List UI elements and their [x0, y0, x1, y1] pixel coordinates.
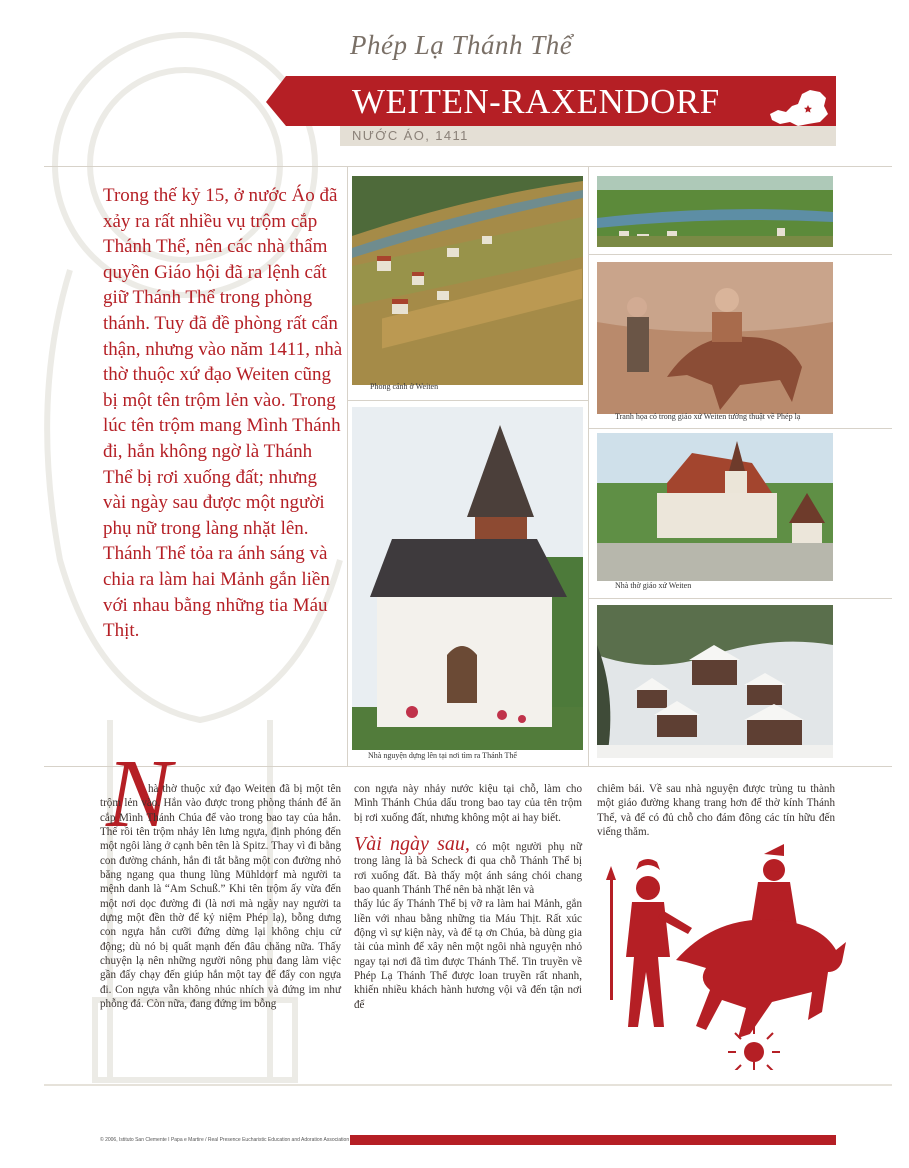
body-paragraph-3: chiêm bái. Về sau nhà nguyện được trùng tu thành một giáo đường khang trang hơn để thờ kính Thánh Thể, và để có đủ chỗ cho đám đông các tín hữu đến viếng thăm. — [597, 783, 835, 839]
lead-in-phrase: Vài ngày sau, — [354, 833, 470, 856]
body-column-3 — [597, 782, 835, 839]
rule-photo-3 — [588, 428, 892, 429]
banner-fold — [266, 76, 286, 126]
aerial-photo — [352, 176, 583, 385]
rule-vertical-1 — [347, 166, 348, 766]
body-paragraph-2b-text: có một người phụ nữ trong làng là bà Scheck đi qua chỗ Thánh Thể bị rơi xuống đất. Bà thấy một ánh sáng chói chang bao quanh Thánh Thể nên bà nhặt lên và — [354, 841, 582, 897]
drop-cap: N — [106, 740, 172, 848]
winter-village-photo — [597, 605, 833, 758]
copyright-notice: © 2006, Istituto San Clemente I Papa e Martire / Real Presence Eucharistic Education and Adoration Association — [100, 1137, 350, 1143]
body-paragraph-2b — [354, 833, 582, 897]
body-paragraph-2c: thấy lúc ấy Thánh Thể bị vỡ ra làm hai Mảnh, gắn liền với nhau bằng những tia Máu Thịt. Rất xúc động vì sự kiện này, và để tạ ơn Chúa, bà dùng gia tài của mình để xây nên một ngôi nhà nguyện nhỏ ngay tại nơi đã tìm được Thánh Thể. Tin truyền về Phép Lạ Thánh Thể được loan truyền rất nhanh, khiến nhiều khách hành hương vội vã đến tận nơi để — [354, 898, 582, 1011]
rule-photo-2 — [588, 254, 892, 255]
rule-photo-4 — [588, 598, 892, 599]
painting-photo — [597, 262, 833, 414]
body-column-1 — [100, 782, 341, 1012]
body-paragraph-1: hà thờ thuộc xứ đạo Weiten đã bị một tên trộm lẻn vào. Hắn vào được trong phòng thánh để ăn cắp Mình Thánh Chúa để vào trong bao tay của hắn. Thế rồi tên trộm nhảy lên lưng ngựa, định phóng đến một ngôi làng ở cạnh bên tên là Spitz. Thay vì đi bằng con đường chánh, hắn đi tắt bằng một con đường nhỏ băng ngang qua thung lũng Mühldorf mà người ta mệnh danh là “Am Schuß.” Khi tên trộm ấy vừa đến một nơi dọc đường đi (là nơi mà ngày nay người ta dựng một đền thờ để kỷ niệm Phép lạ), bỗng dưng con ngựa hắn cưỡi đứng dừng lại không chịu cử động; dù nó bị quất mạnh đến đâu chăng nữa. Thấy chuyện lạ nên những người nông phu đang làm việc gần đấy chạy đến giúp hắn một tay để đẩy con ngựa đi. Con ngựa vẫn không nhúc nhích và đứng im như phỗng đá. Còn nữa, đang đứng im bỗng — [100, 783, 341, 1011]
rule-photo-1 — [347, 400, 588, 401]
series-kicker: Phép Lạ Thánh Thể — [350, 30, 573, 60]
footer-bar — [350, 1135, 836, 1145]
caption-chapel: Nhà nguyện dựng lên tại nơi tìm ra Thánh Thể — [368, 751, 517, 760]
woodcut-illustration — [596, 840, 846, 1070]
caption-church: Nhà thờ giáo xứ Weiten — [615, 581, 692, 590]
body-column-2 — [354, 782, 582, 1012]
river-photo — [597, 176, 833, 247]
chapel-photo — [352, 407, 583, 750]
rule-vertical-2 — [588, 166, 589, 766]
caption-aerial: Phong cảnh ở Weiten — [370, 382, 439, 391]
body-paragraph-2a: con ngựa này nhảy nước kiệu tại chỗ, làm cho Mình Thánh Chúa dấu trong bao tay của tên trộm bị rơi xuống đất, nhưng không một ai hay biết. — [354, 783, 582, 824]
rule-top — [44, 166, 892, 167]
austria-map-icon — [768, 84, 830, 130]
church-photo — [597, 433, 833, 581]
caption-painting: Tranh họa có trong giáo xứ Weiten tường thuật về Phép lạ — [615, 412, 801, 421]
page-subtitle: NƯỚC ÁO, 1411 — [352, 128, 469, 143]
intro-paragraph: Trong thế kỷ 15, ở nước Áo đã xảy ra rất nhiều vụ trộm cắp Thánh Thể, nên các nhà thẩm quyền Giáo hội đã ra lệnh cất giữ Thánh Thể trong phòng thánh. Tuy đã đề phòng rất cẩn thận, nhưng vào năm 1411, nhà thờ thuộc xứ đạo Weiten cũng bị một tên trộm lẻn vào. Trong lúc tên trộm mang Mình Thánh đi, hắn không ngờ là Thánh Thể bị rơi xuống đất; nhưng vài ngày sau được một người phụ nữ trong làng nhặt lên. Thánh Thể tỏa ra ánh sáng và chia ra làm hai Mảnh gắn liền với nhau bằng những tia Máu Thịt. — [103, 185, 343, 642]
page-title: WEITEN-RAXENDORF — [352, 82, 720, 121]
